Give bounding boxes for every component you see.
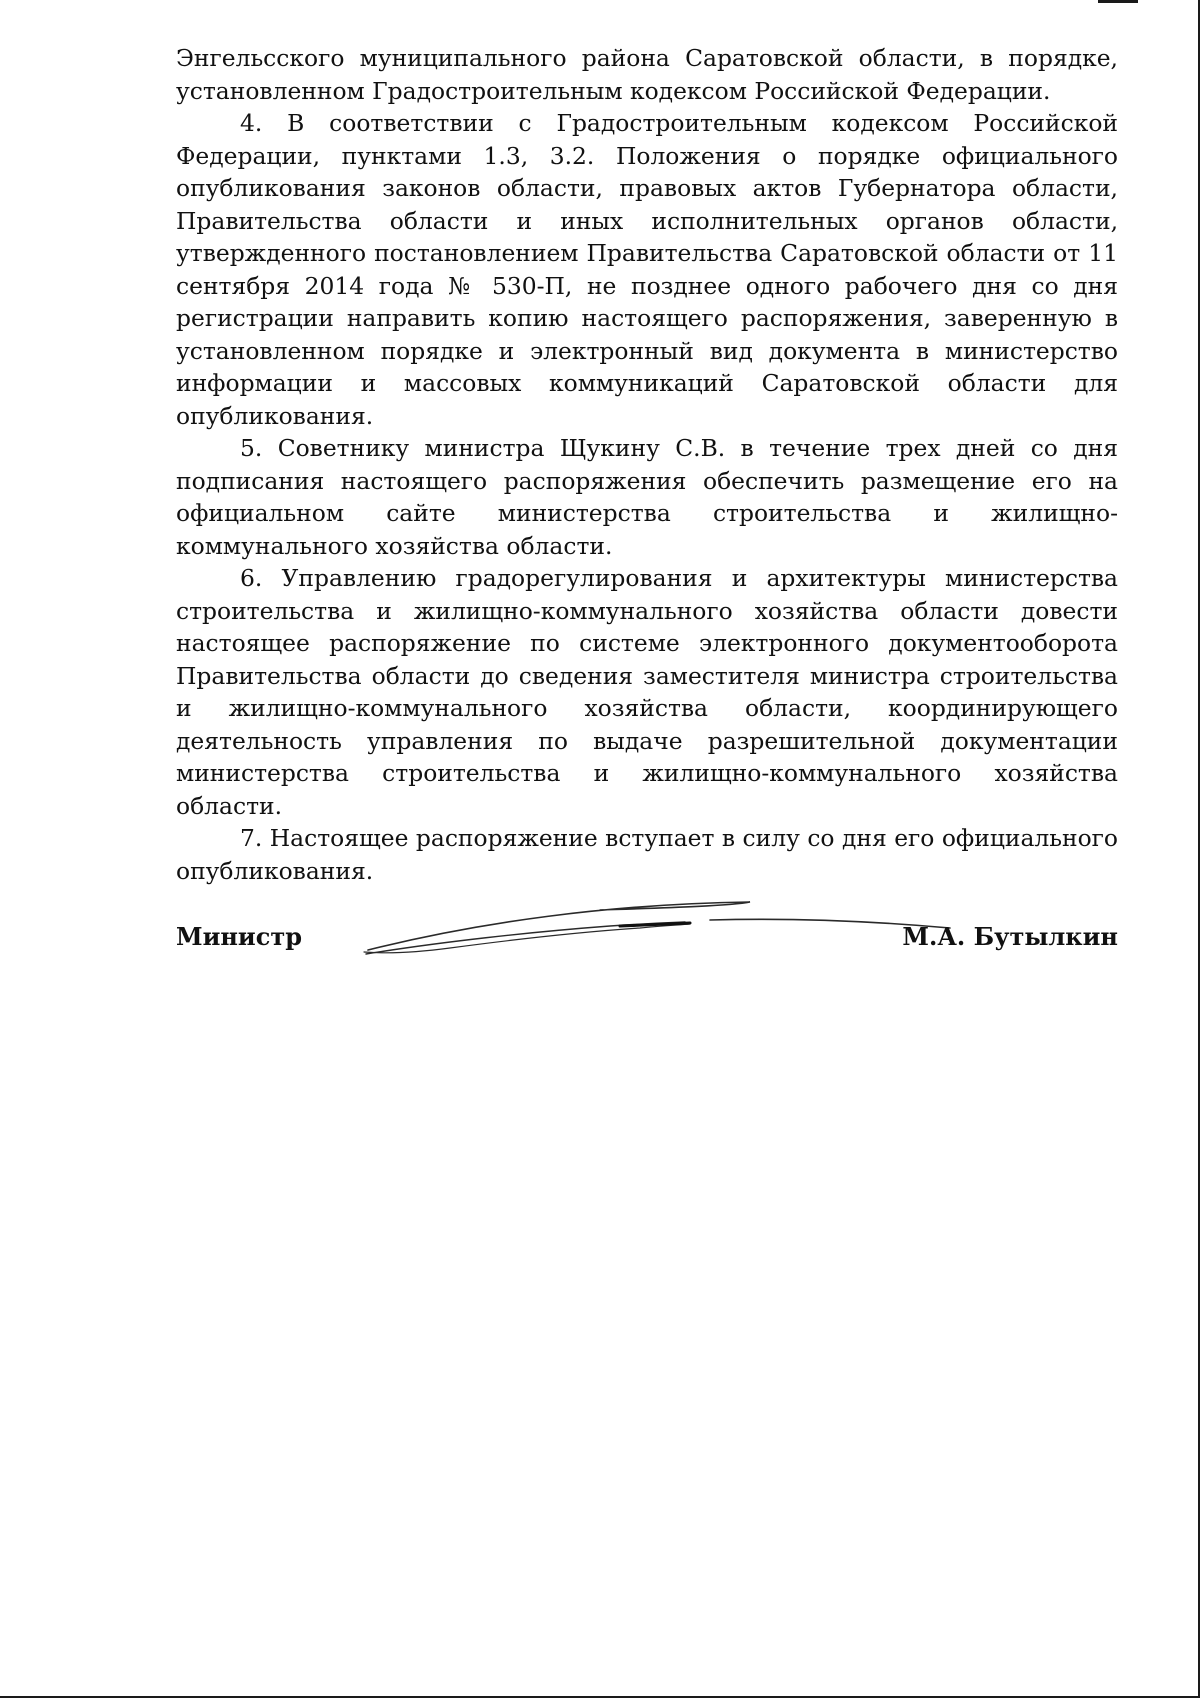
paragraph-continuation: Энгельсского муниципального района Саратовской области, в порядке, установленном Градостроительным кодексом Российской Федерации. (176, 44, 1118, 105)
paragraph-7: 7. Настоящее распоряжение вступает в силу со дня его официального опубликования. (176, 824, 1118, 885)
scan-edge-mark (1098, 0, 1138, 3)
paragraph-4: 4. В соответствии с Градостроительным кодексом Российской Федерации, пунктами 1.3, 3.2. Положения о порядке официального опубликования законов области, правовых актов Губернатора области, Правительства области и иных исполнительных органов области, утвержденного постановлением Правительства Саратовской области от 11 сентября 2014 года № 530-П, не позднее одного рабочего дня со дня регистрации направить копию настоящего распоряжения, заверенную в установленном порядке и электронный вид документа в министерство информации и массовых коммуникаций Саратовской области для опубликования. (176, 109, 1118, 430)
document-body (176, 42, 1118, 887)
paragraph-5: 5. Советнику министра Щукину С.В. в течение трех дней со дня подписания настоящего распоряжения обеспечить размещение его на официальном сайте министерства строительства и жилищно-коммунального хозяйства области. (176, 434, 1118, 560)
signatory-title: Министр (176, 922, 302, 951)
signatory-name: М.А. Бутылкин (902, 922, 1118, 951)
paragraph-6: 6. Управлению градорегулирования и архитектуры министерства строительства и жилищно-коммунального хозяйства области довести настоящее распоряжение по системе электронного документооборота Правительства области до сведения заместителя министра строительства и жилищно-коммунального хозяйства области, координирующего деятельность управления по выдаче разрешительной документации министерства строительства и жилищно-коммунального хозяйства области. (176, 564, 1118, 820)
signature-block (176, 920, 1118, 956)
